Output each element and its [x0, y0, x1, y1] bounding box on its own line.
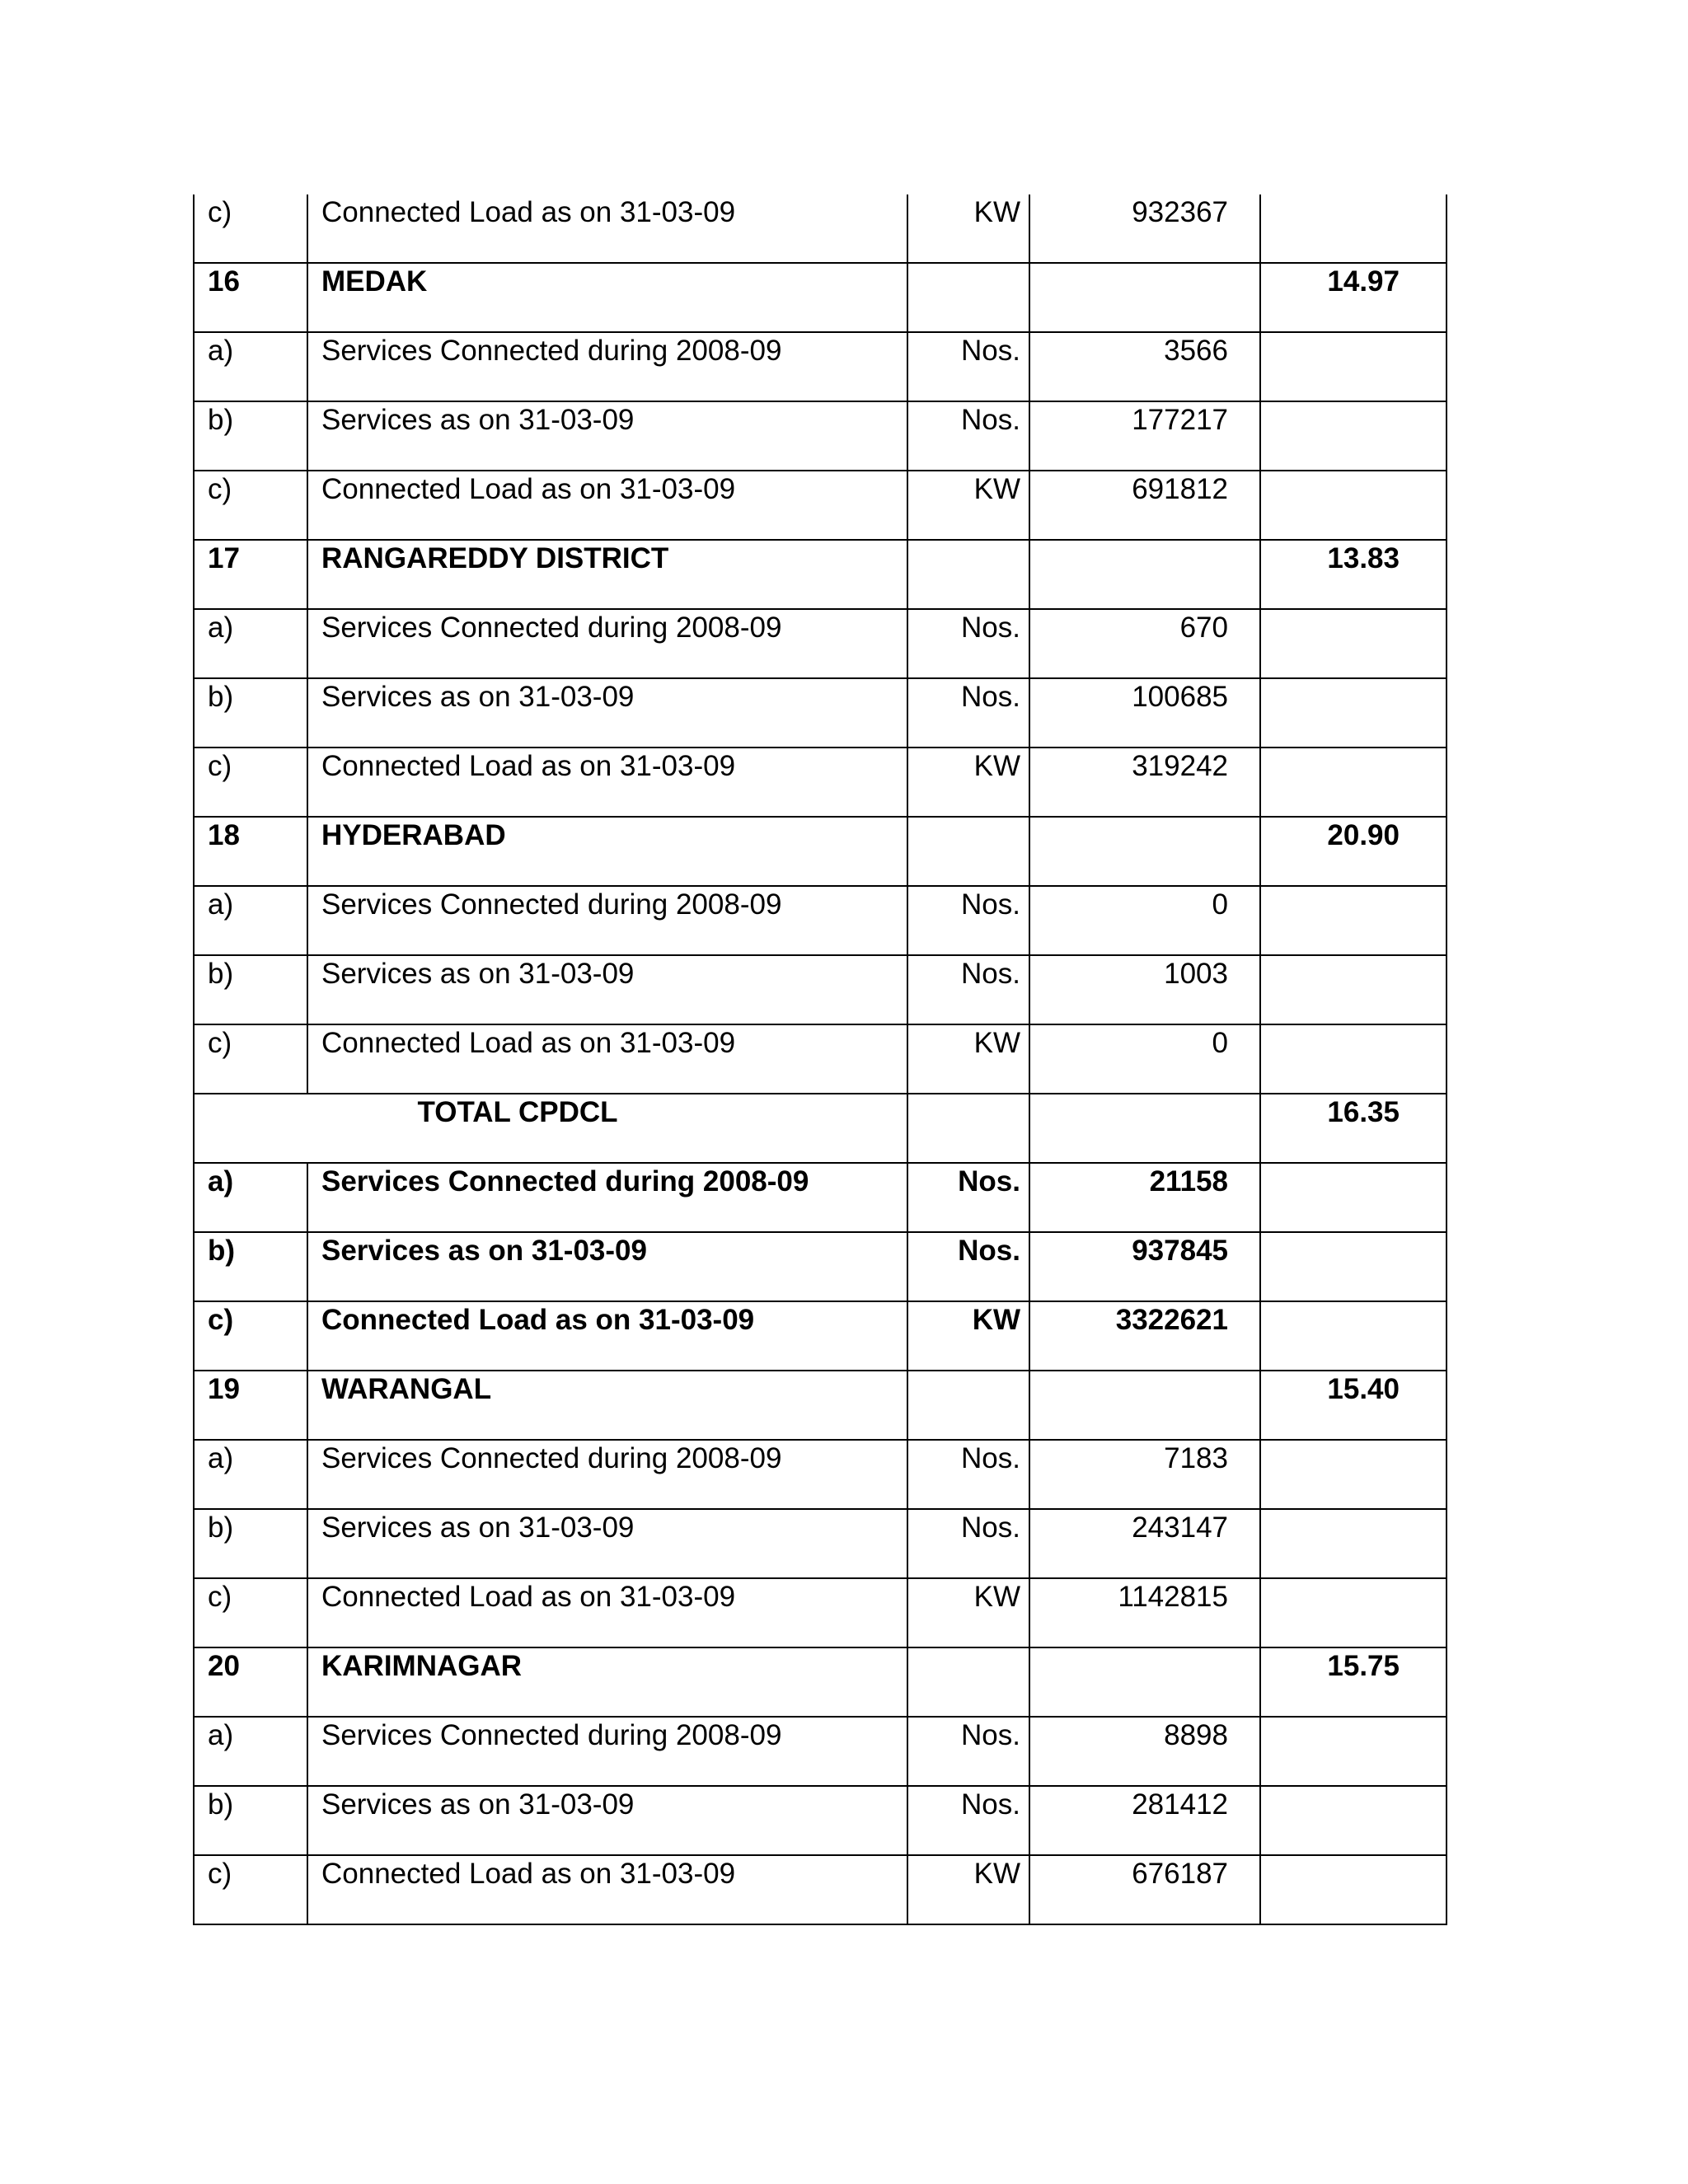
unit-cell — [907, 263, 1029, 332]
serial-cell-text: b) — [208, 1235, 236, 1267]
percentage-cell-text — [1261, 610, 1400, 613]
description-cell — [307, 748, 907, 817]
serial-cell — [194, 1855, 307, 1924]
value-cell-text — [1030, 1371, 1228, 1375]
unit-cell — [907, 886, 1029, 955]
value-cell — [1029, 471, 1260, 540]
value-cell-text: 3322621 — [1115, 1304, 1228, 1336]
percentage-cell — [1260, 609, 1447, 678]
description-cell — [307, 1647, 907, 1717]
description-cell — [307, 1440, 907, 1509]
description-cell-text: Connected Load as on 31-03-09 — [321, 1027, 736, 1059]
value-cell — [1029, 886, 1260, 955]
description-cell-text: Services Connected during 2008-09 — [321, 888, 782, 921]
percentage-cell — [1260, 1163, 1447, 1232]
value-cell-text: 937845 — [1132, 1235, 1228, 1267]
serial-cell-text: 17 — [208, 542, 240, 574]
description-cell — [307, 1232, 907, 1301]
value-cell — [1029, 748, 1260, 817]
total-row — [194, 1094, 1447, 1163]
percentage-cell — [1260, 540, 1447, 609]
percentage-cell-text: 20.90 — [1327, 819, 1400, 851]
percentage-cell-text: 16.35 — [1327, 1096, 1400, 1128]
description-cell — [307, 1717, 907, 1786]
serial-cell-text: b) — [208, 404, 234, 436]
percentage-cell-text — [1261, 1718, 1400, 1721]
description-cell-text: Connected Load as on 31-03-09 — [321, 1858, 736, 1890]
percentage-cell-text — [1261, 402, 1400, 405]
description-cell — [307, 1371, 907, 1440]
serial-cell — [194, 401, 307, 471]
percentage-cell-text: 13.83 — [1327, 542, 1400, 574]
unit-cell-text: Nos. — [958, 1165, 1020, 1197]
serial-cell — [194, 1717, 307, 1786]
percentage-cell-text: 15.40 — [1327, 1373, 1400, 1405]
percentage-cell-text — [1261, 748, 1400, 752]
total-label-cell — [194, 1094, 907, 1163]
table-row — [194, 609, 1447, 678]
district-row — [194, 1647, 1447, 1717]
value-cell — [1029, 1440, 1260, 1509]
serial-cell — [194, 1509, 307, 1578]
serial-cell — [194, 540, 307, 609]
serial-cell — [194, 1440, 307, 1509]
percentage-cell — [1260, 678, 1447, 748]
description-cell-text: Services as on 31-03-09 — [321, 681, 635, 713]
table-row — [194, 1717, 1447, 1786]
value-cell — [1029, 1578, 1260, 1647]
description-cell-text: KARIMNAGAR — [321, 1650, 523, 1682]
table-row — [194, 1855, 1447, 1924]
value-cell — [1029, 1301, 1260, 1371]
value-cell-text: 8898 — [1164, 1719, 1228, 1751]
percentage-cell-text — [1261, 679, 1400, 682]
description-cell — [307, 194, 907, 263]
serial-cell-text: a) — [208, 1165, 234, 1197]
value-cell-text: 319242 — [1132, 750, 1228, 782]
description-cell-text: Services as on 31-03-09 — [321, 404, 635, 436]
percentage-cell-text — [1261, 887, 1400, 890]
description-cell — [307, 1024, 907, 1094]
unit-cell — [907, 540, 1029, 609]
unit-cell — [907, 1717, 1029, 1786]
description-cell-text: MEDAK — [321, 265, 428, 298]
serial-cell-text: b) — [208, 1511, 234, 1544]
description-cell — [307, 1163, 907, 1232]
description-cell — [307, 1855, 907, 1924]
unit-cell — [907, 748, 1029, 817]
value-cell-text — [1030, 1648, 1228, 1652]
value-cell-text: 243147 — [1132, 1511, 1228, 1544]
serial-cell-text: c) — [208, 750, 232, 782]
unit-cell — [907, 1024, 1029, 1094]
percentage-cell — [1260, 1855, 1447, 1924]
table-row — [194, 678, 1447, 748]
district-row — [194, 1371, 1447, 1440]
value-cell-text: 3566 — [1164, 335, 1228, 367]
serial-cell-text: c) — [208, 473, 232, 505]
unit-cell-text — [908, 1648, 1020, 1652]
unit-cell — [907, 1855, 1029, 1924]
percentage-cell-text — [1261, 1579, 1400, 1582]
serial-cell — [194, 1163, 307, 1232]
description-cell-text: Services Connected during 2008-09 — [321, 1442, 782, 1474]
percentage-cell — [1260, 955, 1447, 1024]
table-row — [194, 955, 1447, 1024]
description-cell-text: Services as on 31-03-09 — [321, 1788, 635, 1821]
description-cell — [307, 471, 907, 540]
serial-cell — [194, 1578, 307, 1647]
value-cell — [1029, 1647, 1260, 1717]
value-cell — [1029, 263, 1260, 332]
description-cell-text: Services Connected during 2008-09 — [321, 335, 782, 367]
serial-cell-text: c) — [208, 1581, 232, 1613]
percentage-cell — [1260, 1301, 1447, 1371]
percentage-cell-text — [1261, 471, 1400, 475]
unit-cell-text — [908, 264, 1020, 267]
value-cell-text — [1030, 818, 1228, 821]
unit-cell-text: KW — [972, 1304, 1020, 1336]
unit-cell — [907, 955, 1029, 1024]
serial-cell — [194, 955, 307, 1024]
description-cell-text: Services as on 31-03-09 — [321, 1235, 647, 1267]
serial-cell — [194, 817, 307, 886]
unit-cell — [907, 609, 1029, 678]
unit-cell-text: KW — [973, 473, 1020, 505]
district-row — [194, 817, 1447, 886]
serial-cell-text: b) — [208, 958, 234, 990]
description-cell-text: Connected Load as on 31-03-09 — [321, 473, 736, 505]
description-cell-text: Connected Load as on 31-03-09 — [321, 196, 736, 228]
value-cell-text: 676187 — [1132, 1858, 1228, 1890]
serial-cell-text: a) — [208, 1442, 234, 1474]
unit-cell-text: Nos. — [961, 958, 1020, 990]
percentage-cell — [1260, 332, 1447, 401]
percentage-cell-text — [1261, 1441, 1400, 1444]
serial-cell — [194, 886, 307, 955]
value-cell-text — [1030, 541, 1228, 544]
value-cell — [1029, 1855, 1260, 1924]
serial-cell-text: a) — [208, 1719, 234, 1751]
unit-cell-text — [908, 1094, 1020, 1098]
description-cell — [307, 817, 907, 886]
percentage-cell-text — [1261, 1510, 1400, 1513]
district-services-table — [193, 194, 1447, 1925]
value-cell — [1029, 1094, 1260, 1163]
table-row — [194, 194, 1447, 263]
unit-cell-text: KW — [973, 1027, 1020, 1059]
percentage-cell — [1260, 817, 1447, 886]
table-row — [194, 1163, 1447, 1232]
value-cell-text: 1142815 — [1118, 1581, 1228, 1613]
serial-cell-text: c) — [208, 1304, 234, 1336]
value-cell-text: 7183 — [1164, 1442, 1228, 1474]
unit-cell — [907, 1440, 1029, 1509]
description-cell — [307, 401, 907, 471]
value-cell — [1029, 1509, 1260, 1578]
unit-cell-text: Nos. — [961, 404, 1020, 436]
description-cell — [307, 886, 907, 955]
description-cell-text: Services as on 31-03-09 — [321, 958, 635, 990]
value-cell — [1029, 1371, 1260, 1440]
description-cell — [307, 955, 907, 1024]
description-cell-text: Services Connected during 2008-09 — [321, 1719, 782, 1751]
serial-cell — [194, 263, 307, 332]
unit-cell-text: Nos. — [961, 888, 1020, 921]
serial-cell-text: b) — [208, 1788, 234, 1821]
unit-cell-text: Nos. — [961, 1719, 1020, 1751]
percentage-cell-text: 14.97 — [1327, 265, 1400, 298]
serial-cell-text: c) — [208, 196, 232, 228]
serial-cell-text: b) — [208, 681, 234, 713]
percentage-cell-text — [1261, 194, 1400, 198]
value-cell-text: 21158 — [1149, 1165, 1228, 1197]
unit-cell-text: Nos. — [961, 681, 1020, 713]
serial-cell-text: 16 — [208, 265, 240, 298]
description-cell — [307, 1301, 907, 1371]
value-cell-text: 0 — [1212, 1027, 1228, 1059]
percentage-cell — [1260, 1371, 1447, 1440]
unit-cell — [907, 1509, 1029, 1578]
description-cell — [307, 609, 907, 678]
value-cell — [1029, 1717, 1260, 1786]
value-cell-text: 691812 — [1132, 473, 1228, 505]
district-row — [194, 540, 1447, 609]
percentage-cell — [1260, 1647, 1447, 1717]
percentage-cell — [1260, 1786, 1447, 1855]
percentage-cell — [1260, 194, 1447, 263]
district-row — [194, 263, 1447, 332]
percentage-cell — [1260, 1094, 1447, 1163]
unit-cell — [907, 471, 1029, 540]
serial-cell-text: c) — [208, 1027, 232, 1059]
percentage-cell-text: 15.75 — [1327, 1650, 1400, 1682]
serial-cell — [194, 1024, 307, 1094]
serial-cell — [194, 1371, 307, 1440]
table-row — [194, 1786, 1447, 1855]
description-cell-text: RANGAREDDY DISTRICT — [321, 542, 669, 574]
percentage-cell-text — [1261, 1787, 1400, 1790]
description-cell-text: Services Connected during 2008-09 — [321, 1165, 809, 1197]
unit-cell — [907, 678, 1029, 748]
percentage-cell — [1260, 1578, 1447, 1647]
percentage-cell-text — [1261, 1025, 1400, 1029]
value-cell — [1029, 1024, 1260, 1094]
serial-cell — [194, 1301, 307, 1371]
table-body — [194, 194, 1447, 1924]
percentage-cell — [1260, 1440, 1447, 1509]
value-cell — [1029, 817, 1260, 886]
description-cell-text: HYDERABAD — [321, 819, 506, 851]
value-cell-text: 281412 — [1132, 1788, 1228, 1821]
unit-cell-text: Nos. — [961, 1511, 1020, 1544]
percentage-cell — [1260, 886, 1447, 955]
percentage-cell — [1260, 263, 1447, 332]
description-cell — [307, 1509, 907, 1578]
unit-cell — [907, 1094, 1029, 1163]
serial-cell-text: c) — [208, 1858, 232, 1890]
serial-cell — [194, 332, 307, 401]
serial-cell — [194, 609, 307, 678]
percentage-cell-text — [1261, 333, 1400, 336]
unit-cell-text — [908, 1371, 1020, 1375]
serial-cell — [194, 1786, 307, 1855]
value-cell — [1029, 540, 1260, 609]
unit-cell-text: Nos. — [961, 612, 1020, 644]
description-cell-text: Connected Load as on 31-03-09 — [321, 1304, 755, 1336]
value-cell-text — [1030, 264, 1228, 267]
value-cell — [1029, 609, 1260, 678]
serial-cell — [194, 748, 307, 817]
unit-cell-text: Nos. — [958, 1235, 1020, 1267]
unit-cell-text — [908, 818, 1020, 821]
percentage-cell-text — [1261, 1856, 1400, 1859]
percentage-cell — [1260, 401, 1447, 471]
percentage-cell — [1260, 1717, 1447, 1786]
table-row — [194, 471, 1447, 540]
description-cell-text: Connected Load as on 31-03-09 — [321, 1581, 736, 1613]
value-cell-text: 1003 — [1164, 958, 1228, 990]
unit-cell-text: KW — [973, 196, 1020, 228]
unit-cell-text — [908, 541, 1020, 544]
value-cell — [1029, 401, 1260, 471]
description-cell-text: WARANGAL — [321, 1373, 492, 1405]
value-cell — [1029, 678, 1260, 748]
unit-cell — [907, 332, 1029, 401]
serial-cell — [194, 194, 307, 263]
description-cell — [307, 1786, 907, 1855]
unit-cell — [907, 1647, 1029, 1717]
unit-cell — [907, 194, 1029, 263]
value-cell-text — [1030, 1094, 1228, 1098]
serial-cell — [194, 678, 307, 748]
unit-cell-text: KW — [973, 1581, 1020, 1613]
percentage-cell-text — [1261, 1164, 1400, 1167]
percentage-cell-text — [1261, 956, 1400, 959]
unit-cell — [907, 817, 1029, 886]
unit-cell — [907, 1786, 1029, 1855]
percentage-cell — [1260, 748, 1447, 817]
value-cell — [1029, 332, 1260, 401]
serial-cell-text: a) — [208, 612, 234, 644]
value-cell-text: 0 — [1212, 888, 1228, 921]
table-row — [194, 886, 1447, 955]
serial-cell-text: 20 — [208, 1650, 240, 1682]
unit-cell — [907, 1301, 1029, 1371]
value-cell-text: 100685 — [1132, 681, 1228, 713]
table-row — [194, 332, 1447, 401]
unit-cell-text: KW — [973, 750, 1020, 782]
description-cell — [307, 1578, 907, 1647]
percentage-cell — [1260, 1024, 1447, 1094]
table-row — [194, 1301, 1447, 1371]
value-cell — [1029, 1786, 1260, 1855]
serial-cell — [194, 1647, 307, 1717]
percentage-cell — [1260, 1232, 1447, 1301]
serial-cell-text: 18 — [208, 819, 240, 851]
unit-cell — [907, 1371, 1029, 1440]
serial-cell — [194, 471, 307, 540]
percentage-cell-text — [1261, 1302, 1400, 1305]
value-cell-text: 670 — [1179, 612, 1228, 644]
percentage-cell — [1260, 1509, 1447, 1578]
serial-cell-text: 19 — [208, 1373, 240, 1405]
serial-cell-text: a) — [208, 335, 234, 367]
description-cell-text: Connected Load as on 31-03-09 — [321, 750, 736, 782]
unit-cell — [907, 401, 1029, 471]
table-row — [194, 1024, 1447, 1094]
value-cell — [1029, 1163, 1260, 1232]
total-label-cell-text: TOTAL CPDCL — [417, 1096, 618, 1128]
description-cell-text: Services as on 31-03-09 — [321, 1511, 635, 1544]
value-cell — [1029, 955, 1260, 1024]
serial-cell — [194, 1232, 307, 1301]
unit-cell-text: Nos. — [961, 335, 1020, 367]
value-cell-text: 177217 — [1132, 404, 1228, 436]
description-cell — [307, 540, 907, 609]
unit-cell-text: Nos. — [961, 1442, 1020, 1474]
unit-cell-text: Nos. — [961, 1788, 1020, 1821]
table-row — [194, 1578, 1447, 1647]
unit-cell — [907, 1232, 1029, 1301]
unit-cell — [907, 1578, 1029, 1647]
percentage-cell — [1260, 471, 1447, 540]
value-cell — [1029, 1232, 1260, 1301]
serial-cell-text: a) — [208, 888, 234, 921]
table-row — [194, 401, 1447, 471]
table-row — [194, 1509, 1447, 1578]
unit-cell-text: KW — [973, 1858, 1020, 1890]
table-row — [194, 1440, 1447, 1509]
description-cell — [307, 263, 907, 332]
description-cell — [307, 678, 907, 748]
table-row — [194, 748, 1447, 817]
description-cell-text: Services Connected during 2008-09 — [321, 612, 782, 644]
value-cell-text: 932367 — [1132, 196, 1228, 228]
unit-cell — [907, 1163, 1029, 1232]
percentage-cell-text — [1261, 1233, 1400, 1236]
value-cell — [1029, 194, 1260, 263]
description-cell — [307, 332, 907, 401]
table-row — [194, 1232, 1447, 1301]
